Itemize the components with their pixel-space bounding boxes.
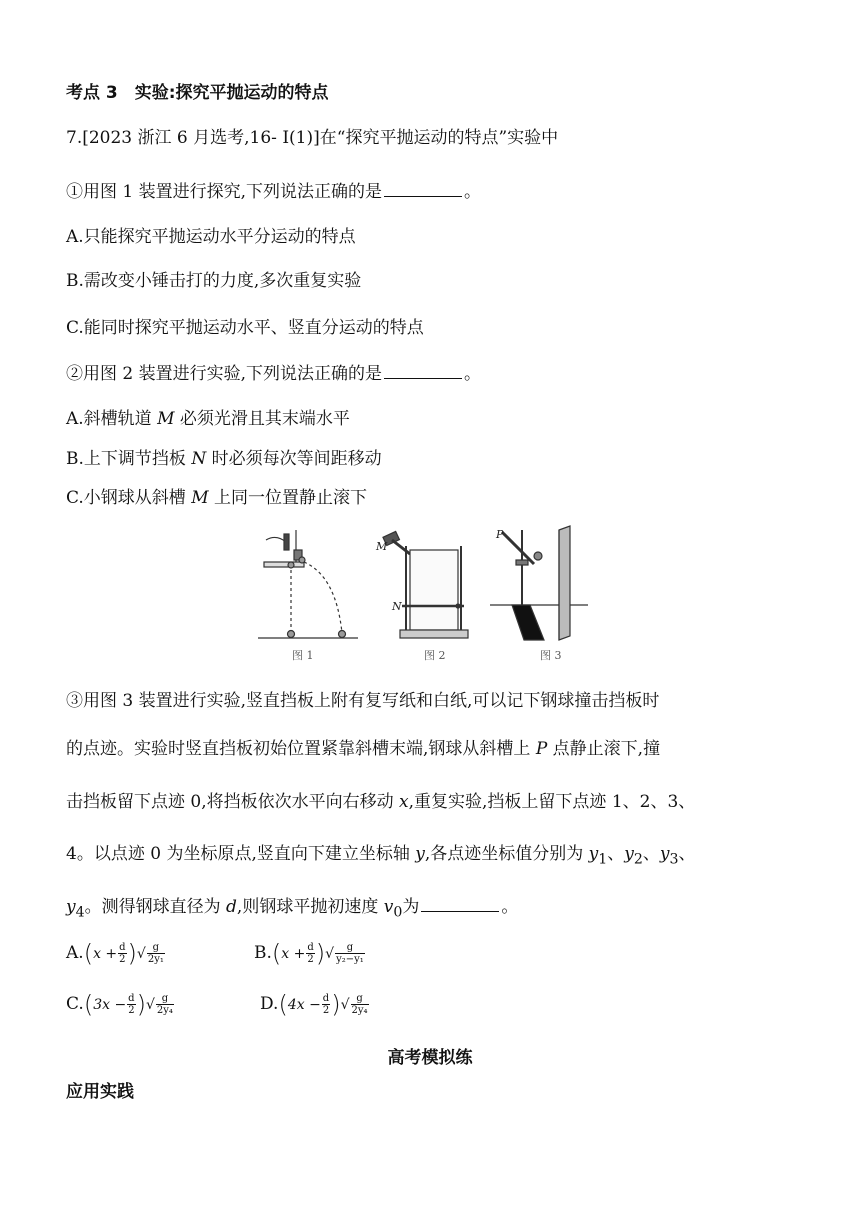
- ball-left: [288, 562, 294, 568]
- experiment-figures: [258, 520, 588, 665]
- part3-option-b: B.(x + $\frac{d}{2}$ )√ $\frac{g}{\text{y₂−y₁}}$: [254, 939, 364, 968]
- part3-line-2: [66, 738, 660, 760]
- platform: [264, 562, 304, 567]
- text: ,重复实验,挡板上留下点迹 1、2、3、: [408, 792, 696, 812]
- variable-x: x: [399, 792, 409, 812]
- sim-section-title: 高考模拟练: [387, 1048, 473, 1068]
- fraction: [306, 942, 314, 965]
- fraction: [118, 942, 126, 965]
- sqrt-fraction: [156, 993, 174, 1016]
- stand-base: [512, 605, 544, 640]
- term: 4x −: [287, 997, 321, 1013]
- option-text: 必须光滑且其末端水平: [174, 409, 350, 429]
- clamp: [516, 560, 528, 565]
- part1-stem-text: ①用图 1 装置进行探究,下列说法正确的是: [66, 182, 383, 202]
- baffle-ball: [456, 604, 460, 608]
- variable-m: M: [157, 409, 175, 429]
- answer-blank[interactable]: [384, 362, 462, 379]
- text: 。测得钢球直径为: [84, 897, 227, 917]
- sqrt-fraction: [147, 942, 165, 965]
- variable-y4: y: [66, 897, 76, 917]
- figure-2-caption: 图 2: [424, 649, 446, 662]
- numerator: g: [351, 993, 369, 1005]
- part3-line-1: ③用图 3 装置进行实验,竖直挡板上附有复写纸和白纸,可以记下钢球撞击挡板时: [66, 691, 660, 711]
- sqrt-fraction: [351, 993, 369, 1016]
- part2-stem-end: 。: [464, 364, 482, 384]
- part2-stem: [66, 362, 481, 385]
- option-text: C.小钢球从斜槽: [66, 488, 192, 508]
- variable-d: d: [226, 897, 237, 917]
- option-text: 时必须每次等间距移动: [206, 449, 382, 469]
- vertical-baffle: [559, 526, 570, 640]
- fraction: [322, 993, 330, 1016]
- label-m: M: [376, 540, 388, 553]
- subscript: 4: [75, 904, 85, 921]
- hammer: [284, 534, 289, 550]
- text: 的点迹。实验时竖直挡板初始位置紧靠斜槽末端,钢球从斜槽上: [66, 739, 536, 759]
- part3-option-a: A.(x + $\frac{d}{2}$ )√ $\frac{g}{\text{2y₁}}$: [66, 939, 164, 968]
- board: [410, 550, 458, 630]
- answer-blank[interactable]: [384, 180, 462, 197]
- figure-3-apparatus: [490, 526, 588, 640]
- ball-landing-2: [339, 631, 346, 638]
- denominator: 2: [119, 954, 126, 965]
- ball-landing-1: [288, 631, 295, 638]
- parabolic-path: [304, 562, 342, 633]
- variable-v: v: [383, 897, 394, 917]
- variable-y2: y: [624, 844, 634, 864]
- figure-1-caption: 图 1: [292, 649, 314, 662]
- numerator: d: [322, 993, 330, 1004]
- fraction: [127, 993, 135, 1016]
- numerator: g: [335, 942, 365, 954]
- part2-stem-text: ②用图 2 装置进行实验,下列说法正确的是: [66, 364, 383, 384]
- subscript: 2: [633, 851, 643, 868]
- denominator: 2: [128, 1005, 135, 1016]
- variable-y: y: [415, 844, 425, 864]
- figure-2-apparatus: [383, 531, 468, 638]
- text: ,各点迹坐标值分别为: [424, 844, 589, 864]
- text: 为: [402, 897, 420, 917]
- part1-option-c: C.能同时探究平抛运动水平、竖直分运动的特点: [66, 318, 424, 338]
- section-title: 考点 3 实验:探究平抛运动的特点: [66, 83, 329, 103]
- part1-option-b: B.需改变小锤击打的力度,多次重复实验: [66, 271, 362, 291]
- part3-line-3: [66, 791, 695, 813]
- hammer-arc: [266, 537, 286, 542]
- variable-p: P: [535, 739, 548, 759]
- option-label: A.: [66, 943, 84, 963]
- part2-option-c: [66, 487, 367, 509]
- denominator: 2y₁: [147, 954, 164, 965]
- part1-stem: [66, 180, 481, 203]
- chute-p: [502, 532, 534, 564]
- separator: 、: [642, 844, 660, 864]
- option-label: B.: [254, 943, 272, 963]
- variable-n: N: [191, 449, 207, 469]
- label-p: P: [496, 528, 504, 541]
- term: x +: [93, 946, 118, 962]
- chute-m: [392, 540, 410, 554]
- sim-section-subtitle: 应用实践: [66, 1082, 134, 1102]
- part3-line-5: [66, 895, 518, 923]
- part3-option-c: C.(3x − $\frac{d}{2}$ )√ $\frac{g}{\text{2y₄}}$: [66, 990, 173, 1019]
- figure-3-caption: 图 3: [540, 649, 562, 662]
- part1-option-a: A.只能探究平抛运动水平分运动的特点: [66, 227, 356, 247]
- sqrt-fraction: [335, 942, 365, 965]
- base: [400, 630, 468, 638]
- variable-m: M: [191, 488, 209, 508]
- variable-y3: y: [659, 844, 670, 864]
- part2-option-b: [66, 448, 382, 470]
- numerator: g: [156, 993, 174, 1005]
- option-label: C.: [66, 994, 84, 1014]
- numerator: d: [119, 942, 126, 953]
- denominator: 2y₄: [156, 1005, 173, 1016]
- denominator: 2y₄: [351, 1005, 368, 1016]
- subscript: 0: [393, 904, 403, 921]
- part3-option-d: D.(4x − $\frac{d}{2}$ )√ $\frac{g}{\text{2y₄}}$: [260, 990, 368, 1019]
- option-text: B.上下调节挡板: [66, 449, 192, 469]
- text: 4。以点迹 0 为坐标原点,竖直向下建立坐标轴: [66, 844, 416, 864]
- numerator: d: [307, 942, 314, 953]
- term: x +: [281, 946, 306, 962]
- option-label: D.: [260, 994, 279, 1014]
- option-text: A.斜槽轨道: [66, 409, 158, 429]
- part1-stem-end: 。: [464, 182, 482, 202]
- variable-y1: y: [588, 844, 599, 864]
- text: 。: [501, 897, 519, 917]
- separator: 、: [607, 844, 625, 864]
- subscript: 1: [598, 851, 608, 868]
- text: ,则钢球平抛初速度: [236, 897, 384, 917]
- label-n: N: [392, 600, 402, 613]
- subscript: 3: [669, 851, 679, 868]
- numerator: d: [128, 993, 135, 1004]
- answer-blank[interactable]: [421, 895, 499, 912]
- term: 3x −: [93, 997, 127, 1013]
- text: 点静止滚下,撞: [547, 739, 661, 759]
- text: 击挡板留下点迹 0,将挡板依次水平向右移动: [66, 792, 400, 812]
- option-text: 上同一位置静止滚下: [208, 488, 368, 508]
- separator: 、: [678, 844, 696, 864]
- steel-ball: [534, 552, 542, 560]
- question-header: 7.[2023 浙江 6 月选考,16- Ⅰ(1)]在“探究平抛运动的特点”实验中: [66, 128, 559, 148]
- part2-option-a: [66, 408, 350, 430]
- figure-1-apparatus: [258, 530, 358, 638]
- denominator: 2: [307, 954, 314, 965]
- numerator: g: [147, 942, 165, 954]
- denominator: 2: [322, 1005, 330, 1016]
- denominator: y₂−y₁: [336, 954, 364, 965]
- part3-line-4: [66, 843, 696, 870]
